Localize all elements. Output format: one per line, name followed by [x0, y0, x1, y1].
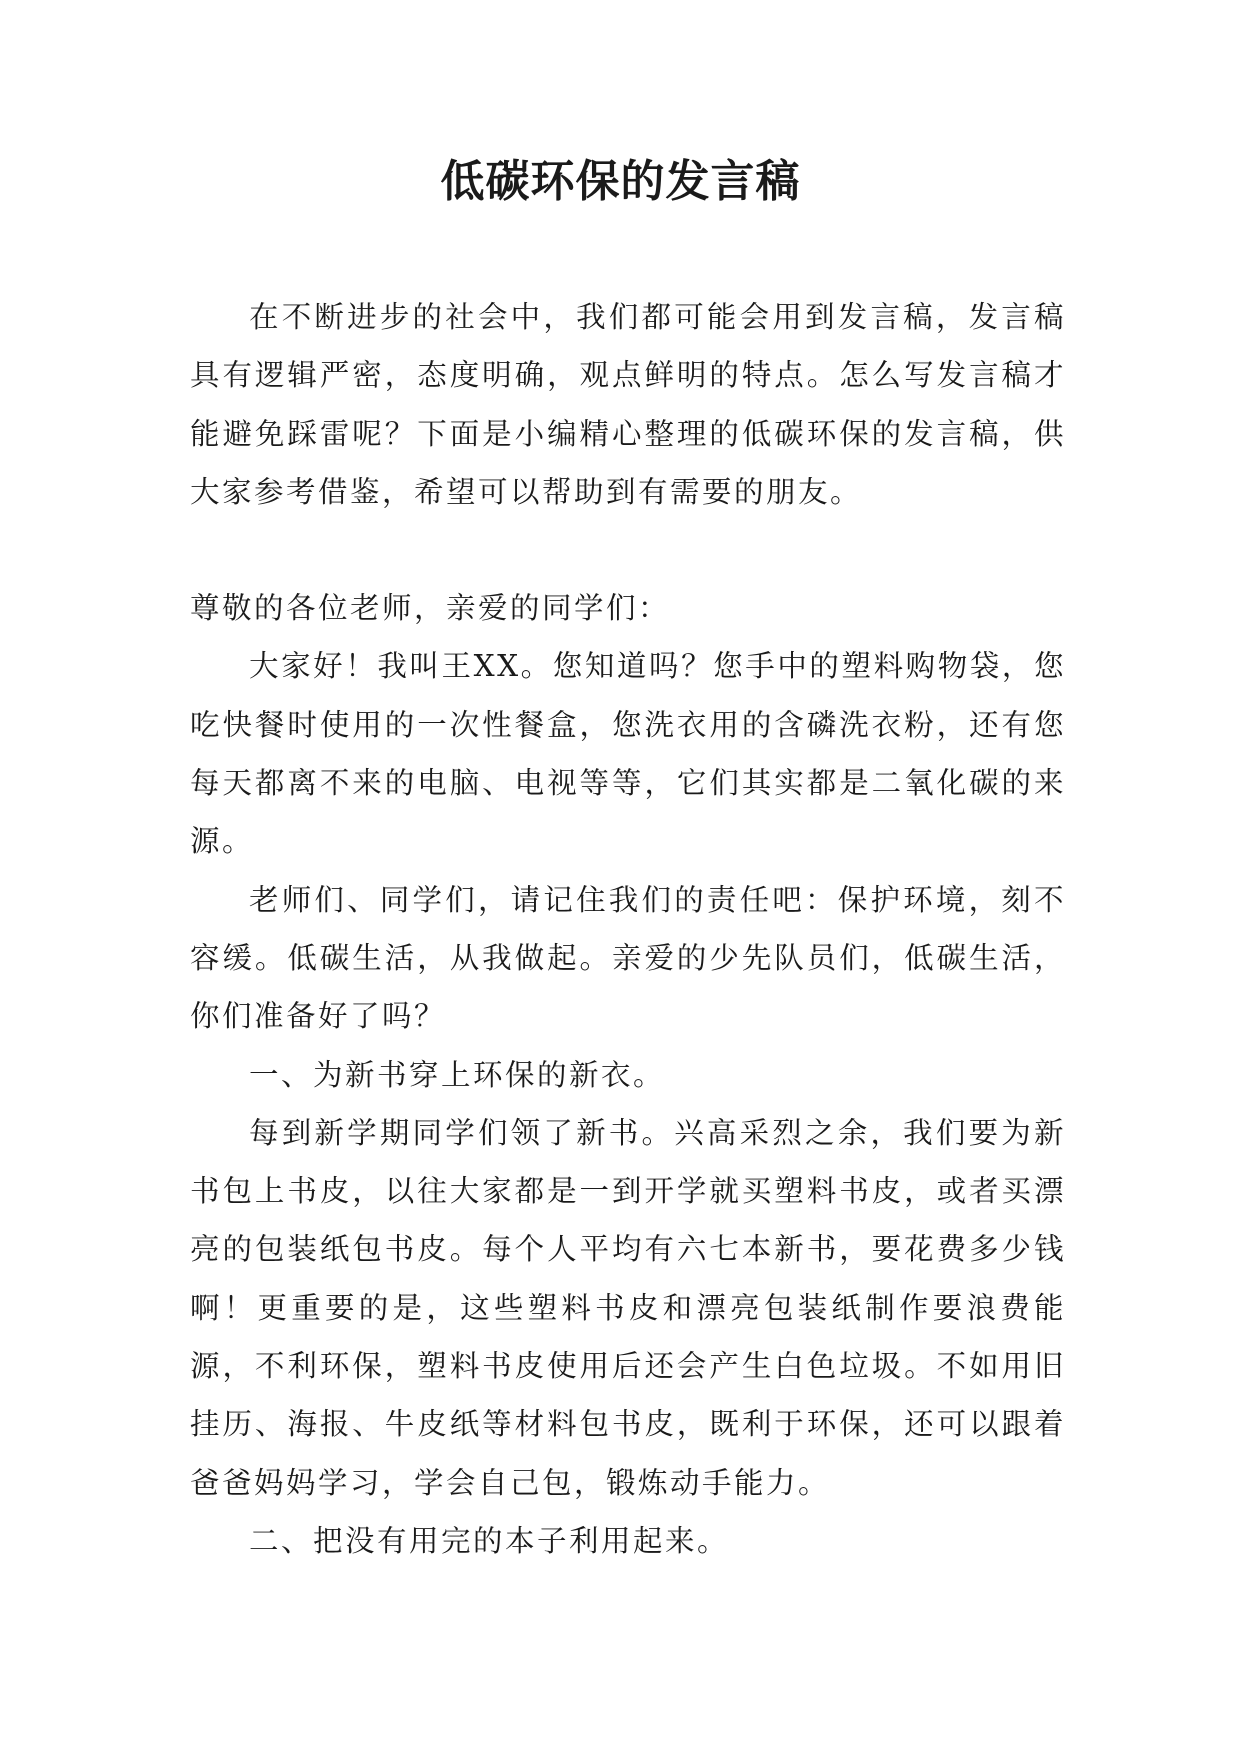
salutation: 尊敬的各位老师，亲爱的同学们： [190, 591, 671, 626]
document-body [190, 288, 1066, 1570]
section-heading-2: 二、把没有用完的本子利用起来。 [249, 1523, 730, 1558]
document-title: 低碳环保的发言稿 [440, 156, 801, 207]
body-paragraph-1: 大家好！我叫王XX。您知道吗？您手中的塑料购物袋，您吃快餐时使用的一次性餐盒，您洗衣用的含磷洗衣粉，还有您每天都离不来的电脑、电视等等，它们其实都是二氧化碳的来源。 [190, 649, 1066, 859]
section-heading-1: 一、为新书穿上环保的新衣。 [249, 1057, 666, 1092]
body-paragraph-2: 老师们、同学们，请记住我们的责任吧：保护环境，刻不容缓。低碳生活，从我做起。亲爱的少先队员们，低碳生活，你们准备好了吗？ [190, 882, 1066, 1034]
body-paragraph-3: 每到新学期同学们领了新书。兴高采烈之余，我们要为新书包上书皮，以往大家都是一到开学就买塑料书皮，或者买漂亮的包装纸包书皮。每个人平均有六七本新书，要花费多少钱啊！更重要的是，这些塑料书皮和漂亮包装纸制作要浪费能源，不利环保，塑料书皮使用后还会产生白色垃圾。不如用旧挂历、海报、牛皮纸等材料包书皮，既利于环保，还可以跟着爸爸妈妈学习，学会自己包，锻炼动手能力。 [190, 1115, 1066, 1500]
paragraph-spacer [190, 521, 1066, 579]
intro-paragraph: 在不断进步的社会中，我们都可能会用到发言稿，发言稿具有逻辑严密，态度明确，观点鲜明的特点。怎么写发言稿才能避免踩雷呢？下面是小编精心整理的低碳环保的发言稿，供大家参考借鉴，希望可以帮助到有需要的朋友。 [190, 300, 1066, 509]
